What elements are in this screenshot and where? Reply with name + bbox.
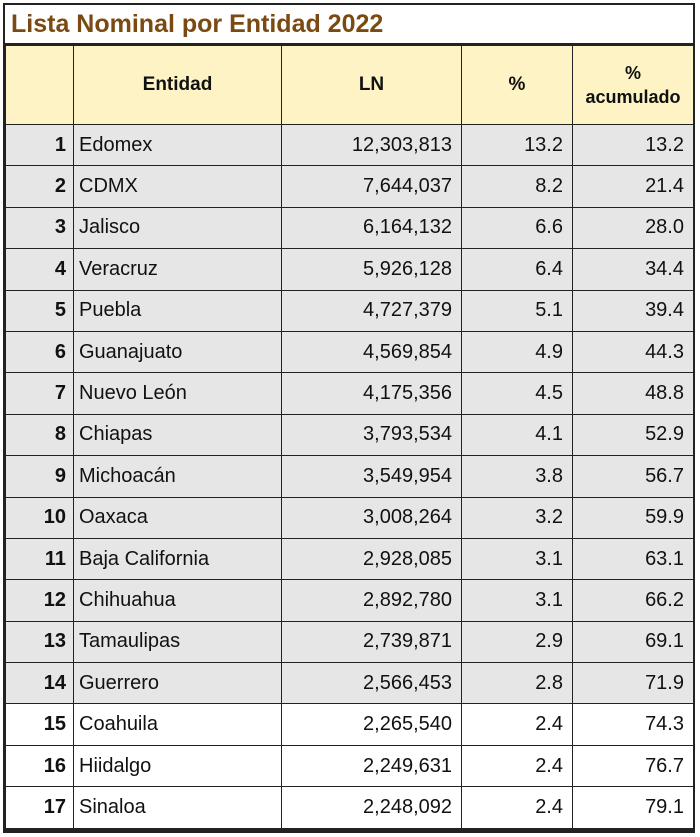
- cell-rank: 9: [6, 456, 74, 497]
- lista-nominal-table: [5, 45, 694, 829]
- cell-pct: 2.4: [462, 787, 573, 828]
- cell-entidad: Baja California: [74, 538, 282, 579]
- cell-pct-acumulado: 79.1: [573, 787, 694, 828]
- cell-entidad: Coahuila: [74, 704, 282, 745]
- cell-pct-acumulado: 69.1: [573, 621, 694, 662]
- cell-pct: 8.2: [462, 166, 573, 207]
- cell-ln: 2,248,092: [282, 787, 462, 828]
- cell-pct-acumulado: 56.7: [573, 456, 694, 497]
- header-pct: %: [462, 46, 573, 125]
- cell-entidad: Jalisco: [74, 207, 282, 248]
- cell-ln: 2,928,085: [282, 538, 462, 579]
- table-row: [6, 414, 694, 455]
- table-row: [6, 745, 694, 786]
- table-row: [6, 166, 694, 207]
- table-row: [6, 456, 694, 497]
- cell-rank: 16: [6, 745, 74, 786]
- cell-ln: 2,265,540: [282, 704, 462, 745]
- cell-pct: 2.8: [462, 663, 573, 704]
- cell-pct-acumulado: 52.9: [573, 414, 694, 455]
- header-entidad: Entidad: [74, 46, 282, 125]
- cell-ln: 12,303,813: [282, 125, 462, 166]
- cell-rank: 6: [6, 331, 74, 372]
- cell-pct-acumulado: 63.1: [573, 538, 694, 579]
- cell-pct: 4.5: [462, 373, 573, 414]
- table-row: [6, 704, 694, 745]
- cell-rank: 13: [6, 621, 74, 662]
- header-rank: [6, 46, 74, 125]
- cell-pct: 2.4: [462, 704, 573, 745]
- cell-pct: 2.4: [462, 745, 573, 786]
- cell-pct: 3.2: [462, 497, 573, 538]
- cell-ln: 4,175,356: [282, 373, 462, 414]
- cell-pct: 13.2: [462, 125, 573, 166]
- cell-ln: 2,739,871: [282, 621, 462, 662]
- lista-nominal-table-container: [3, 3, 695, 833]
- bottom-border: [5, 829, 693, 831]
- cell-rank: 8: [6, 414, 74, 455]
- table-row: [6, 538, 694, 579]
- table-row: [6, 621, 694, 662]
- cell-pct-acumulado: 39.4: [573, 290, 694, 331]
- cell-pct: 4.1: [462, 414, 573, 455]
- cell-entidad: CDMX: [74, 166, 282, 207]
- cell-pct-acumulado: 13.2: [573, 125, 694, 166]
- cell-pct-acumulado: 28.0: [573, 207, 694, 248]
- cell-entidad: Tamaulipas: [74, 621, 282, 662]
- cell-rank: 5: [6, 290, 74, 331]
- cell-rank: 11: [6, 538, 74, 579]
- cell-pct-acumulado: 34.4: [573, 249, 694, 290]
- cell-ln: 2,566,453: [282, 663, 462, 704]
- cell-pct: 6.4: [462, 249, 573, 290]
- cell-rank: 3: [6, 207, 74, 248]
- cell-entidad: Michoacán: [74, 456, 282, 497]
- cell-ln: 3,793,534: [282, 414, 462, 455]
- table-title: Lista Nominal por Entidad 2022: [5, 5, 693, 45]
- cell-entidad: Nuevo León: [74, 373, 282, 414]
- header-ln: LN: [282, 46, 462, 125]
- cell-pct-acumulado: 76.7: [573, 745, 694, 786]
- table-row: [6, 125, 694, 166]
- table-row: [6, 497, 694, 538]
- table-row: [6, 331, 694, 372]
- header-pct-acumulado-line2: acumulado: [585, 87, 681, 107]
- cell-ln: 6,164,132: [282, 207, 462, 248]
- cell-entidad: Sinaloa: [74, 787, 282, 828]
- cell-pct-acumulado: 44.3: [573, 331, 694, 372]
- cell-ln: 4,569,854: [282, 331, 462, 372]
- cell-pct: 3.1: [462, 580, 573, 621]
- table-row: [6, 290, 694, 331]
- cell-pct-acumulado: 66.2: [573, 580, 694, 621]
- cell-pct-acumulado: 21.4: [573, 166, 694, 207]
- cell-rank: 10: [6, 497, 74, 538]
- table-row: [6, 787, 694, 828]
- cell-ln: 3,008,264: [282, 497, 462, 538]
- cell-rank: 15: [6, 704, 74, 745]
- cell-pct: 5.1: [462, 290, 573, 331]
- cell-rank: 12: [6, 580, 74, 621]
- cell-rank: 2: [6, 166, 74, 207]
- cell-pct-acumulado: 59.9: [573, 497, 694, 538]
- table-body: [6, 125, 694, 829]
- cell-pct-acumulado: 48.8: [573, 373, 694, 414]
- cell-ln: 4,727,379: [282, 290, 462, 331]
- cell-rank: 1: [6, 125, 74, 166]
- cell-pct: 4.9: [462, 331, 573, 372]
- cell-ln: 3,549,954: [282, 456, 462, 497]
- cell-pct-acumulado: 74.3: [573, 704, 694, 745]
- header-pct-acumulado-line1: %: [624, 63, 641, 83]
- cell-ln: 2,249,631: [282, 745, 462, 786]
- table-row: [6, 663, 694, 704]
- cell-entidad: Hiidalgo: [74, 745, 282, 786]
- cell-entidad: Chiapas: [74, 414, 282, 455]
- cell-entidad: Edomex: [74, 125, 282, 166]
- cell-rank: 4: [6, 249, 74, 290]
- table-row: [6, 207, 694, 248]
- table-row: [6, 580, 694, 621]
- table-row: [6, 249, 694, 290]
- cell-pct: 2.9: [462, 621, 573, 662]
- header-pct-acumulado: [573, 46, 694, 125]
- cell-rank: 14: [6, 663, 74, 704]
- cell-ln: 2,892,780: [282, 580, 462, 621]
- cell-pct: 6.6: [462, 207, 573, 248]
- table-row: [6, 373, 694, 414]
- cell-rank: 7: [6, 373, 74, 414]
- cell-pct: 3.8: [462, 456, 573, 497]
- cell-entidad: Guanajuato: [74, 331, 282, 372]
- cell-ln: 7,644,037: [282, 166, 462, 207]
- cell-pct: 3.1: [462, 538, 573, 579]
- cell-pct-acumulado: 71.9: [573, 663, 694, 704]
- header-row: [6, 46, 694, 125]
- cell-ln: 5,926,128: [282, 249, 462, 290]
- cell-entidad: Guerrero: [74, 663, 282, 704]
- cell-entidad: Oaxaca: [74, 497, 282, 538]
- cell-rank: 17: [6, 787, 74, 828]
- cell-entidad: Veracruz: [74, 249, 282, 290]
- cell-entidad: Puebla: [74, 290, 282, 331]
- cell-entidad: Chihuahua: [74, 580, 282, 621]
